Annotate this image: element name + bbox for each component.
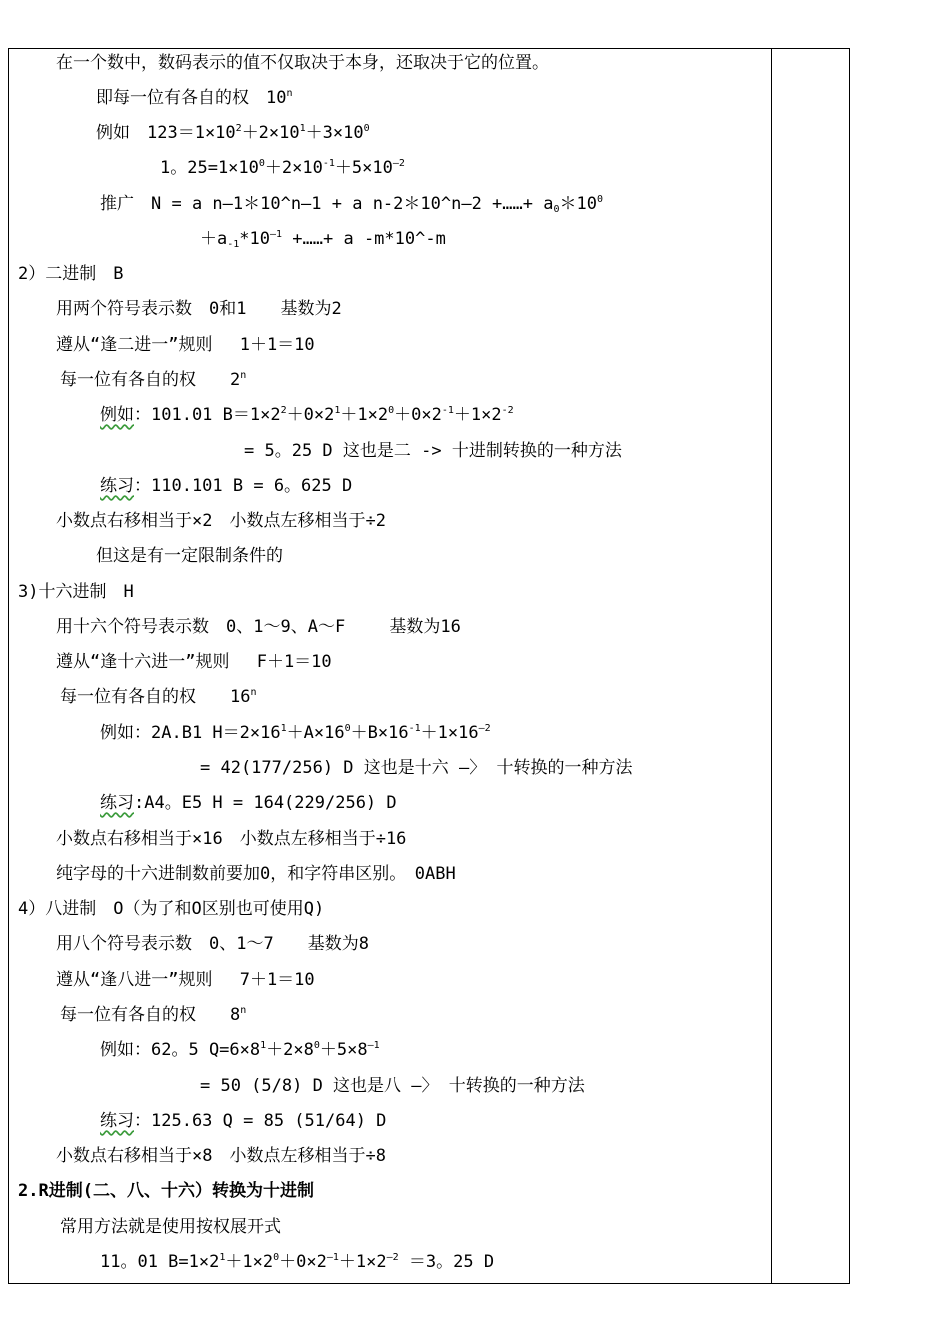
- intro-general-formula-cont: $+a_{-1}*10^{—1}$ +……+ a -m*10^-m: [200, 229, 446, 250]
- hex-weight: 每一位有各自的权 16$^n$: [60, 687, 257, 707]
- binary-symbols: 用两个符号表示数 0和1 基数为2: [56, 299, 342, 319]
- hex-prefix-note: 纯字母的十六进制数前要加0，和字符串区别。 0ABH: [56, 864, 456, 884]
- intro-line-1: 在一个数中，数码表示的值不仅取决于本身，还取决于它的位置。: [56, 53, 549, 73]
- section-2-method: 常用方法就是使用按权展开式: [60, 1217, 281, 1237]
- octal-example-result: = 50 (5/8) D 这也是八 —〉 十转换的一种方法: [200, 1076, 585, 1096]
- hex-heading: 3)十六进制 H: [18, 582, 134, 602]
- intro-line-2: 即每一位有各自的权 10$^n$: [96, 88, 293, 108]
- octal-practice: 练习：125.63 Q = 85 (51/64) D: [100, 1111, 387, 1131]
- hex-symbols: 用十六个符号表示数 0、1～9、A～F 基数为16: [56, 617, 461, 637]
- binary-example: 例如：101.01 $B=1\times 2^2+0\times 2^1+1\times 2^0+0\times 2^{-1}+1\times 2^{-2}$: [100, 405, 514, 425]
- binary-rule: 遵从“逢二进一”规则 1＋1＝10: [56, 335, 315, 355]
- hex-shift-note: 小数点右移相当于×16 小数点左移相当于÷16: [56, 829, 407, 849]
- binary-heading: 2）二进制 B: [18, 264, 124, 284]
- octal-shift-note: 小数点右移相当于×8 小数点左移相当于÷8: [56, 1146, 386, 1166]
- table-column-divider: [771, 48, 772, 1284]
- octal-symbols: 用八个符号表示数 0、1～7 基数为8: [56, 934, 369, 954]
- intro-example-line-2: 1。$25=1\times 10^0+2\times 10^{-1}+5\times 10^{—2}$: [160, 158, 405, 178]
- hex-rule: 遵从“逢十六进一”规则 F＋1＝10: [56, 652, 332, 672]
- binary-practice: 练习：110.101 B = 6。625 D: [100, 476, 353, 496]
- section-2-heading: 2.R进制(二、八、十六）转换为十进制: [18, 1181, 314, 1201]
- hex-practice: 练习:A4。E5 H = 164(229/256) D: [100, 793, 397, 813]
- octal-example: 例如：62。5 $Q=6\times 8^1+2\times 8^0+5\times 8^{—1}$: [100, 1040, 380, 1060]
- octal-rule: 遵从“逢八进一”规则 7＋1＝10: [56, 970, 315, 990]
- binary-shift-note: 小数点右移相当于×2 小数点左移相当于÷2: [56, 511, 386, 531]
- hex-example: 例如：2A.B1 $H=2\times 16^1+A\times 16^0+B\times 16^{-1}+1\times 16^{—2}$: [100, 723, 491, 743]
- section-2-example: 11。01 $B=1\times 2^1+1\times 2^0+0\times 2^{—1}+1\times 2^{—2} =3$。25 D: [100, 1252, 495, 1272]
- octal-weight: 每一位有各自的权 8$^n$: [60, 1005, 247, 1025]
- binary-limit-note: 但这是有一定限制条件的: [96, 546, 283, 566]
- octal-heading: 4）八进制 O（为了和O区别也可使用Q): [18, 899, 325, 919]
- intro-example-line: 例如 $123=1\times 10^2+2\times 10^1+3\times 10^0$: [96, 123, 370, 143]
- binary-weight: 每一位有各自的权 2$^n$: [60, 370, 247, 390]
- intro-general-formula: 推广 N = a n—1＊10^n—1 + a n-2＊10^n—2 +……+ $a_0*10^0$: [100, 194, 604, 215]
- binary-example-result: = 5。25 D 这也是二 -> 十进制转换的一种方法: [244, 441, 622, 461]
- hex-example-result: = 42(177/256) D 这也是十六 —〉 十转换的一种方法: [200, 758, 633, 778]
